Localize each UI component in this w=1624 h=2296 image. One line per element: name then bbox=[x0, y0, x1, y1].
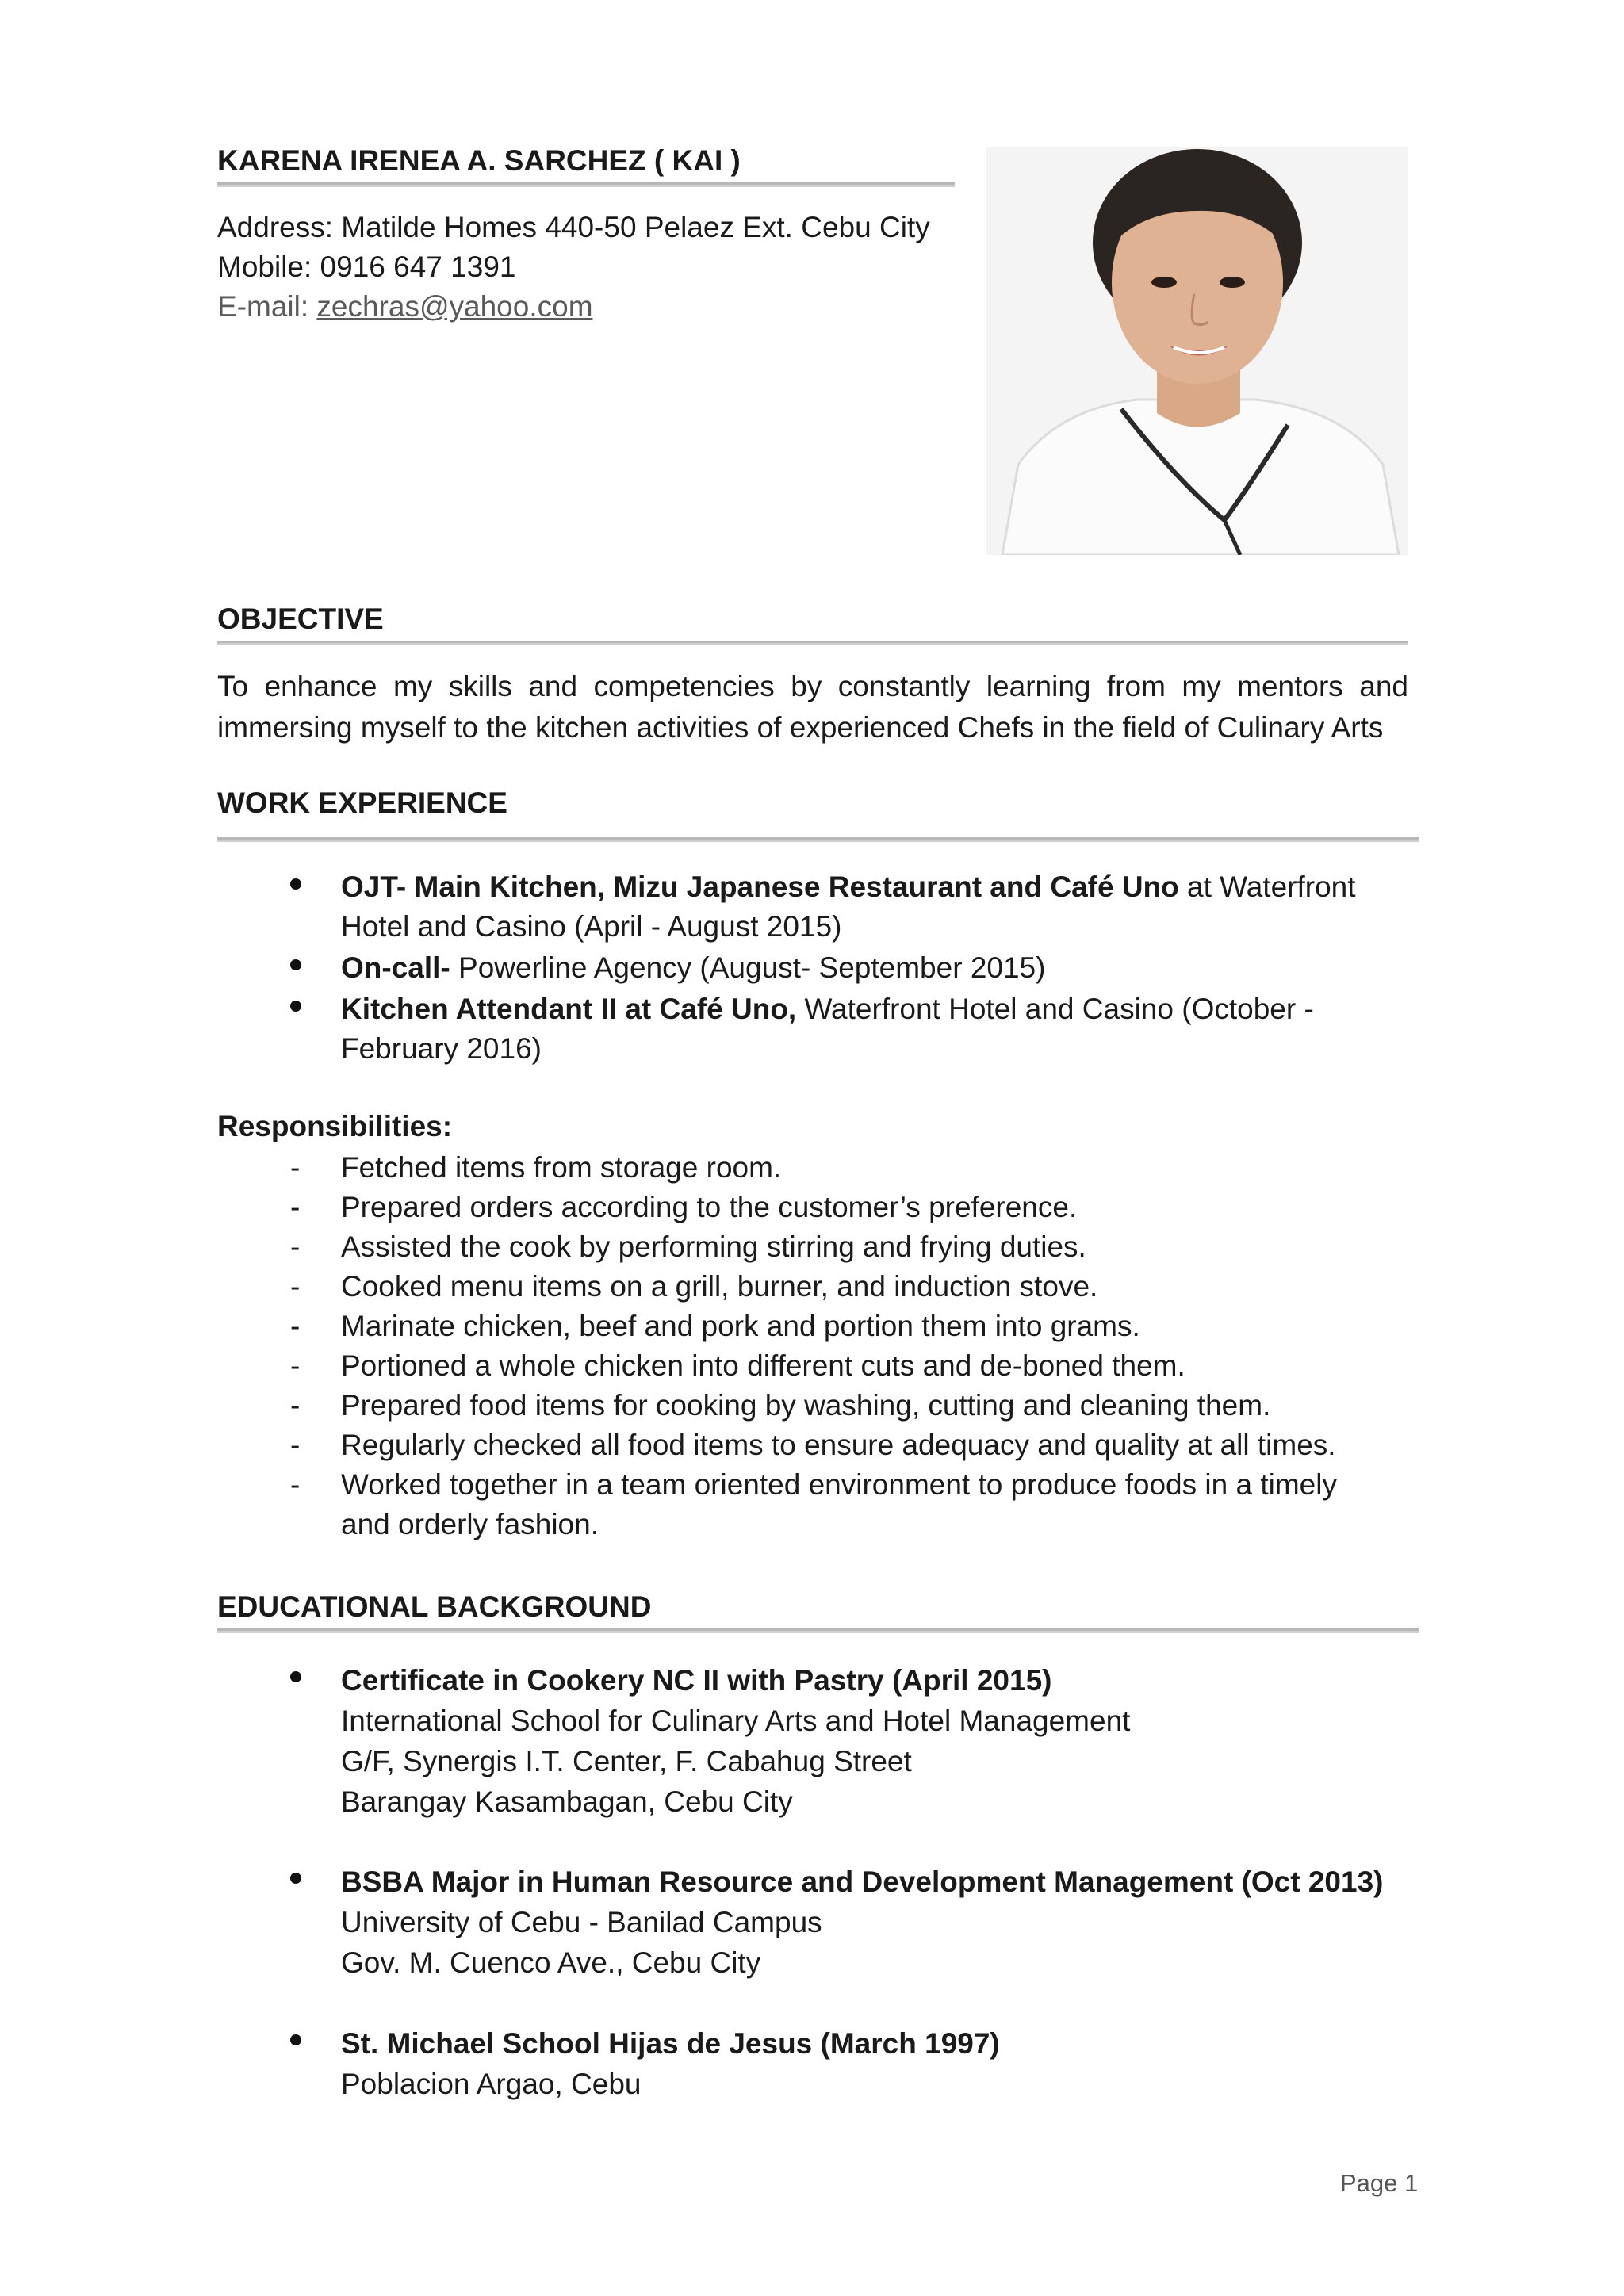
work-experience-divider bbox=[217, 837, 1419, 842]
responsibilities-heading: Responsibilities: bbox=[217, 1110, 453, 1142]
bullet-icon bbox=[290, 959, 301, 970]
education-detail: G/F, Synergis I.T. Center, F. Cabahug Street bbox=[341, 1745, 912, 1777]
education-heading: EDUCATIONAL BACKGROUND bbox=[217, 1590, 652, 1623]
work-item-detail: Powerline Agency (August- September 2015) bbox=[450, 951, 1046, 984]
bullet-icon bbox=[290, 1671, 301, 1682]
objective-text bbox=[217, 666, 1408, 748]
objective-line-2: immersing myself to the kitchen activities of experienced Chefs in the field of Culinary Arts bbox=[217, 711, 1384, 744]
education-title: Certificate in Cookery NC II with Pastry (April 2015) bbox=[341, 1664, 1052, 1697]
work-item-detail-line2: Hotel and Casino (April - August 2015) bbox=[341, 910, 842, 943]
applicant-photo bbox=[986, 147, 1408, 555]
bullet-icon bbox=[290, 1001, 301, 1012]
education-title: BSBA Major in Human Resource and Development Management (Oct 2013) bbox=[341, 1866, 1384, 1898]
education-detail: International School for Culinary Arts and Hotel Management bbox=[341, 1705, 1131, 1737]
work-item-title: On-call- bbox=[341, 951, 450, 984]
education-detail: Gov. M. Cuenco Ave., Cebu City bbox=[341, 1946, 761, 1979]
mobile-line: Mobile: 0916 647 1391 bbox=[217, 251, 516, 283]
education-detail: University of Cebu - Banilad Campus bbox=[341, 1906, 822, 1938]
bullet-icon bbox=[290, 1873, 301, 1884]
address-line: Address: Matilde Homes 440-50 Pelaez Ext. Cebu City bbox=[217, 211, 930, 243]
work-item-detail: Waterfront Hotel and Casino (October - bbox=[796, 993, 1314, 1025]
bullet-icon bbox=[290, 2034, 301, 2045]
work-experience-heading: WORK EXPERIENCE bbox=[217, 786, 508, 819]
email-link[interactable]: zechras@yahoo.com bbox=[316, 290, 593, 323]
objective-line-1: To enhance my skills and competencies by constantly learning from my mentors and bbox=[217, 670, 1408, 702]
page-number: Page 1 bbox=[1340, 2169, 1419, 2197]
bullet-icon bbox=[290, 878, 301, 890]
applicant-name: KARENA IRENEA A. SARCHEZ ( KAI ) bbox=[217, 144, 741, 177]
work-item-title: OJT- Main Kitchen, Mizu Japanese Restaurant and Café Uno bbox=[341, 871, 1179, 903]
objective-heading: OBJECTIVE bbox=[217, 603, 384, 635]
work-item-detail: at Waterfront bbox=[1178, 871, 1356, 903]
email-line bbox=[217, 290, 593, 323]
education-divider bbox=[217, 1628, 1419, 1633]
email-label: E-mail: bbox=[217, 290, 317, 323]
education-detail: Poblacion Argao, Cebu bbox=[341, 2068, 642, 2100]
education-detail: Barangay Kasambagan, Cebu City bbox=[341, 1785, 793, 1818]
objective-divider bbox=[217, 641, 1408, 645]
work-item-detail-line2: February 2016) bbox=[341, 1032, 542, 1065]
education-title: St. Michael School Hijas de Jesus (March 1997) bbox=[341, 2027, 1000, 2060]
work-item-title: Kitchen Attendant II at Café Uno, bbox=[341, 993, 797, 1025]
name-divider bbox=[217, 182, 955, 187]
